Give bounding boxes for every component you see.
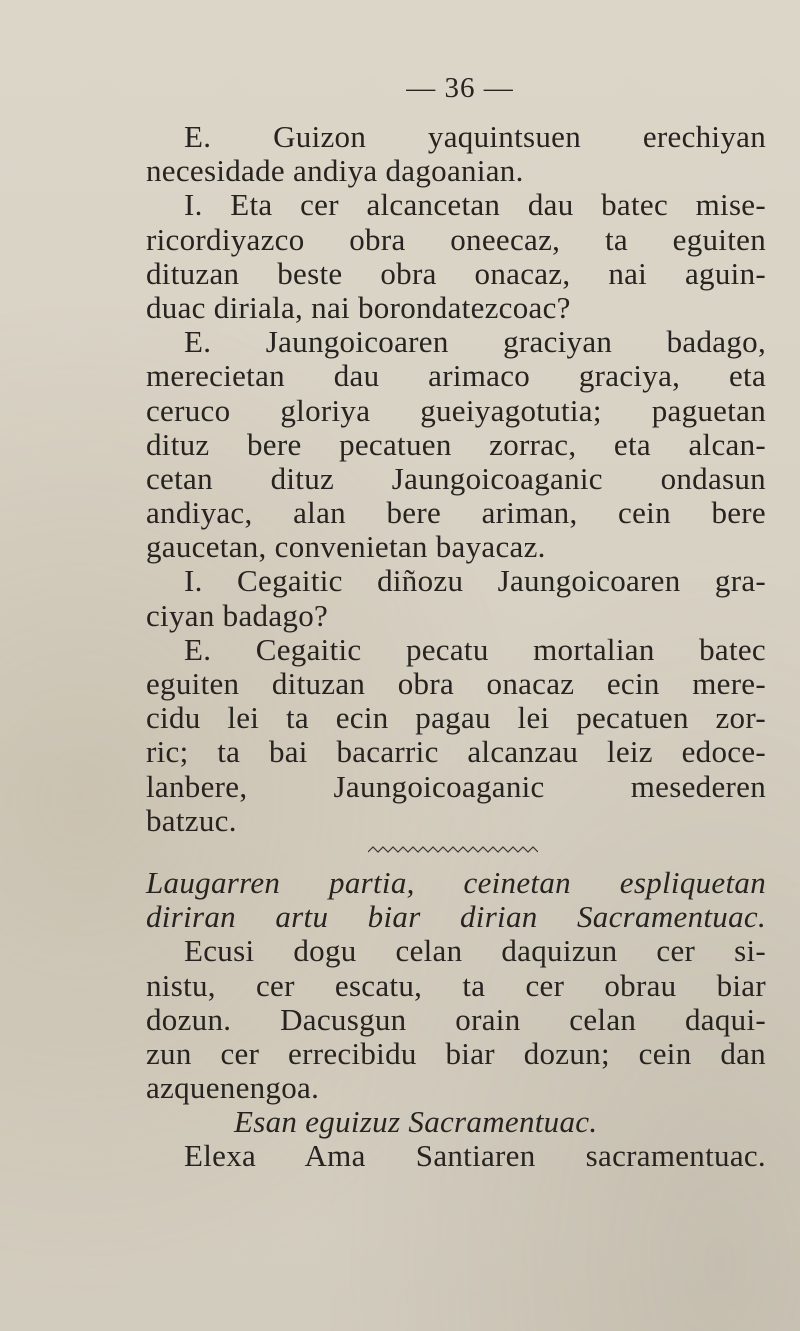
text-line: dozun. Dacusgun orain celan daqui-: [146, 1001, 766, 1037]
wavy-divider: [146, 838, 766, 866]
subheading: Esan eguizuz Sacramentuac.: [234, 1104, 598, 1140]
text-line: dituz bere pecatuen zorrac, eta alcan-: [146, 426, 766, 462]
text-line: E. Cegaitic pecatu mortalian batec: [184, 631, 766, 667]
text-line: ceruco gloriya gueiyagotutia; paguetan: [146, 392, 766, 428]
text-line: eguiten dituzan obra onacaz ecin mere-: [146, 666, 766, 701]
text-line: cetan dituz Jaungoicoaganic ondasun: [146, 460, 766, 496]
page-number: — 36 —: [406, 72, 514, 104]
text-line: andiyac, alan bere ariman, cein bere: [146, 495, 766, 531]
text-line: ricordiyazco obra oneecaz, ta eguiten: [146, 221, 766, 257]
text-line: Ecusi dogu celan daquizun cer si-: [184, 933, 766, 969]
text-line: ric; ta bai bacarric alcanzau leiz edoce-: [146, 734, 766, 770]
text-line: ciyan badago?: [146, 597, 329, 633]
text-line: necesidade andiya dagoanian.: [146, 153, 524, 189]
text-line: cidu lei ta ecin pagau lei pecatuen zor-: [146, 700, 766, 736]
text-line: lanbere, Jaungoicoaganic mesederen: [146, 768, 766, 804]
wavy-divider-ornament: [368, 844, 538, 856]
text-line: I. Eta cer alcancetan dau batec mise-: [184, 187, 766, 223]
text-line: Elexa Ama Santiaren sacramentuac.: [184, 1138, 766, 1174]
section-heading-line: diriran artu biar dirian Sacramentuac.: [146, 899, 766, 935]
text-line: zun cer errecibidu biar dozun; cein dan: [146, 1035, 766, 1071]
text-line: merecietan dau arimaco graciya, eta: [146, 358, 766, 394]
section-heading-line: Laugarren partia, ceinetan espliquetan: [146, 864, 766, 900]
text-line: nistu, cer escatu, ta cer obrau biar: [146, 967, 766, 1003]
page-body-text: [146, 120, 766, 1174]
text-line: gaucetan, convenietan bayacaz.: [146, 529, 546, 565]
text-line: duac diriala, nai borondatezcoac?: [146, 289, 571, 325]
text-line: E. Jaungoicoaren graciyan badago,: [184, 324, 766, 360]
text-line: I. Cegaitic diñozu Jaungoicoaren gra-: [184, 563, 766, 599]
text-line: E. Guizon yaquintsuen erechiyan: [184, 119, 766, 154]
text-line: batzuc.: [146, 802, 237, 838]
text-line: dituzan beste obra onacaz, nai aguin-: [146, 255, 766, 291]
text-line: azquenengoa.: [146, 1070, 320, 1106]
